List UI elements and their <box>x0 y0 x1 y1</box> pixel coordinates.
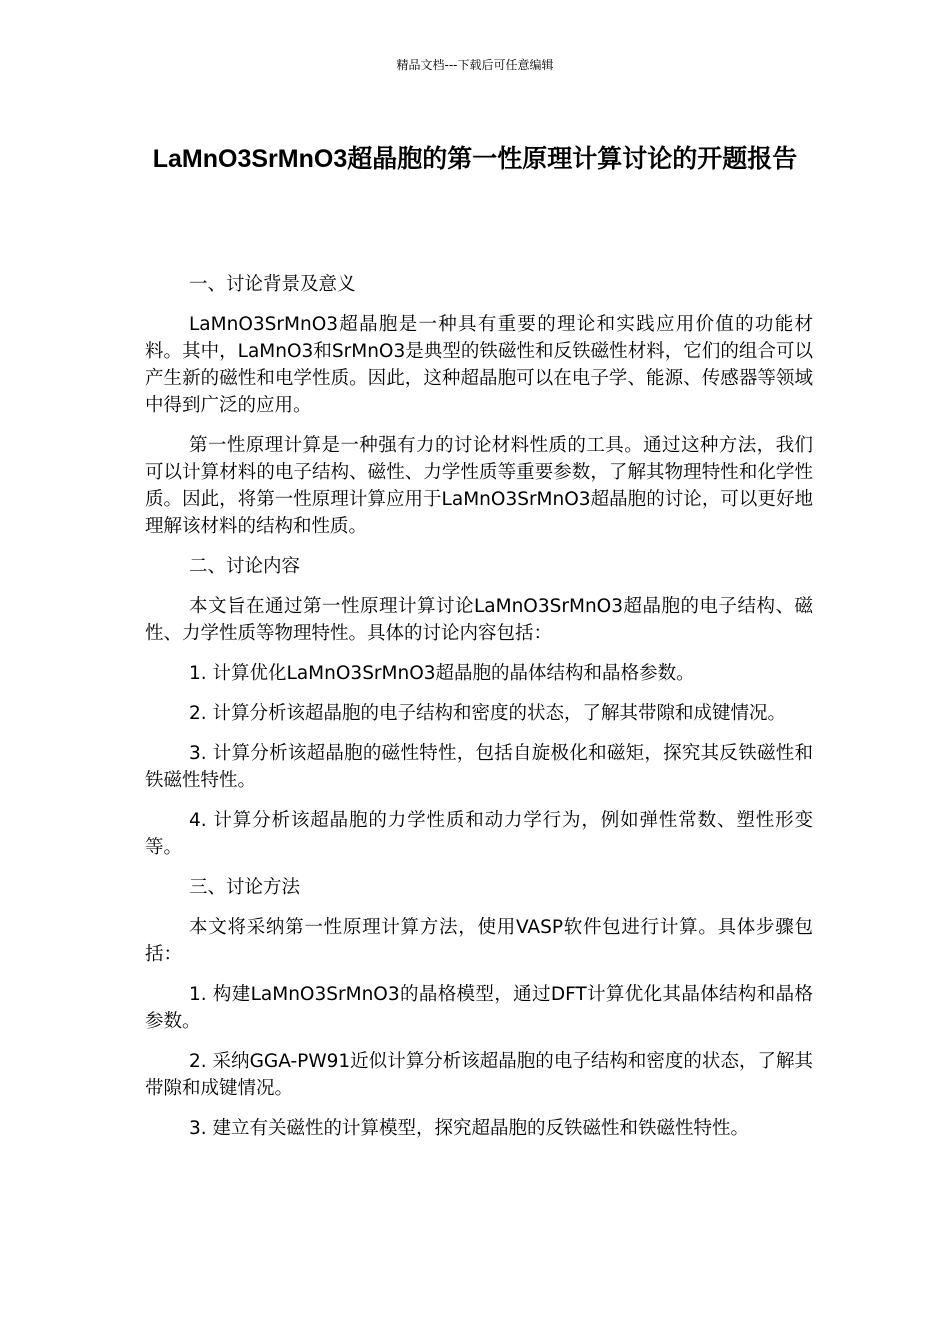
list-item-method-1: 1. 构建LaMnO3SrMnO3的晶格模型，通过DFT计算优化其晶体结构和晶格参数。 <box>145 984 813 1032</box>
paragraph-method-intro: 本文将采纳第一性原理计算方法，使用VASP软件包进行计算。具体步骤包括： <box>145 917 813 965</box>
list-item-content-3: 3. 计算分析该超晶胞的磁性特性，包括自旋极化和磁矩，探究其反铁磁性和铁磁性特性。 <box>145 743 813 791</box>
paragraph-background-intro: LaMnO3SrMnO3超晶胞是一种具有重要的理论和实践应用价值的功能材料。其中，LaMnO3和SrMnO3是典型的铁磁性和反铁磁性材料，它们的组合可以产生新的磁性和电学性质。因此，这种超晶胞可以在电子学、能源、传感器等领域中得到广泛的应用。 <box>145 314 813 416</box>
list-item-content-1: 1. 计算优化LaMnO3SrMnO3超晶胞的晶体结构和晶格参数。 <box>189 663 695 684</box>
document-body <box>145 271 813 1155</box>
list-item-content-2: 2. 计算分析该超晶胞的电子结构和密度的状态，了解其带隙和成键情况。 <box>189 703 787 724</box>
section-heading-method: 三、讨论方法 <box>189 877 301 898</box>
list-item-method-3: 3. 建立有关磁性的计算模型，探究超晶胞的反铁磁性和铁磁性特性。 <box>189 1118 750 1139</box>
document-title: LaMnO3SrMnO3超晶胞的第一性原理计算讨论的开题报告 <box>152 145 798 173</box>
paragraph-content-intro: 本文旨在通过第一性原理计算讨论LaMnO3SrMnO3超晶胞的电子结构、磁性、力学性质等物理特性。具体的讨论内容包括： <box>145 596 813 644</box>
section-heading-background: 一、讨论背景及意义 <box>189 274 356 295</box>
list-item-method-2: 2. 采纳GGA-PW91近似计算分析该超晶胞的电子结构和密度的状态，了解其带隙和成键情况。 <box>145 1051 813 1099</box>
page-header: 精品文档---下载后可任意编辑 <box>396 58 554 72</box>
list-item-content-4: 4. 计算分析该超晶胞的力学性质和动力学行为，例如弹性常数、塑性形变等。 <box>145 810 813 858</box>
paragraph-first-principles: 第一性原理计算是一种强有力的讨论材料性质的工具。通过这种方法，我们可以计算材料的电子结构、磁性、力学性质等重要参数，了解其物理特性和化学性质。因此，将第一性原理计算应用于LaMnO3SrMnO3超晶胞的讨论，可以更好地理解该材料的结构和性质。 <box>145 435 813 537</box>
section-heading-content: 二、讨论内容 <box>189 556 301 577</box>
